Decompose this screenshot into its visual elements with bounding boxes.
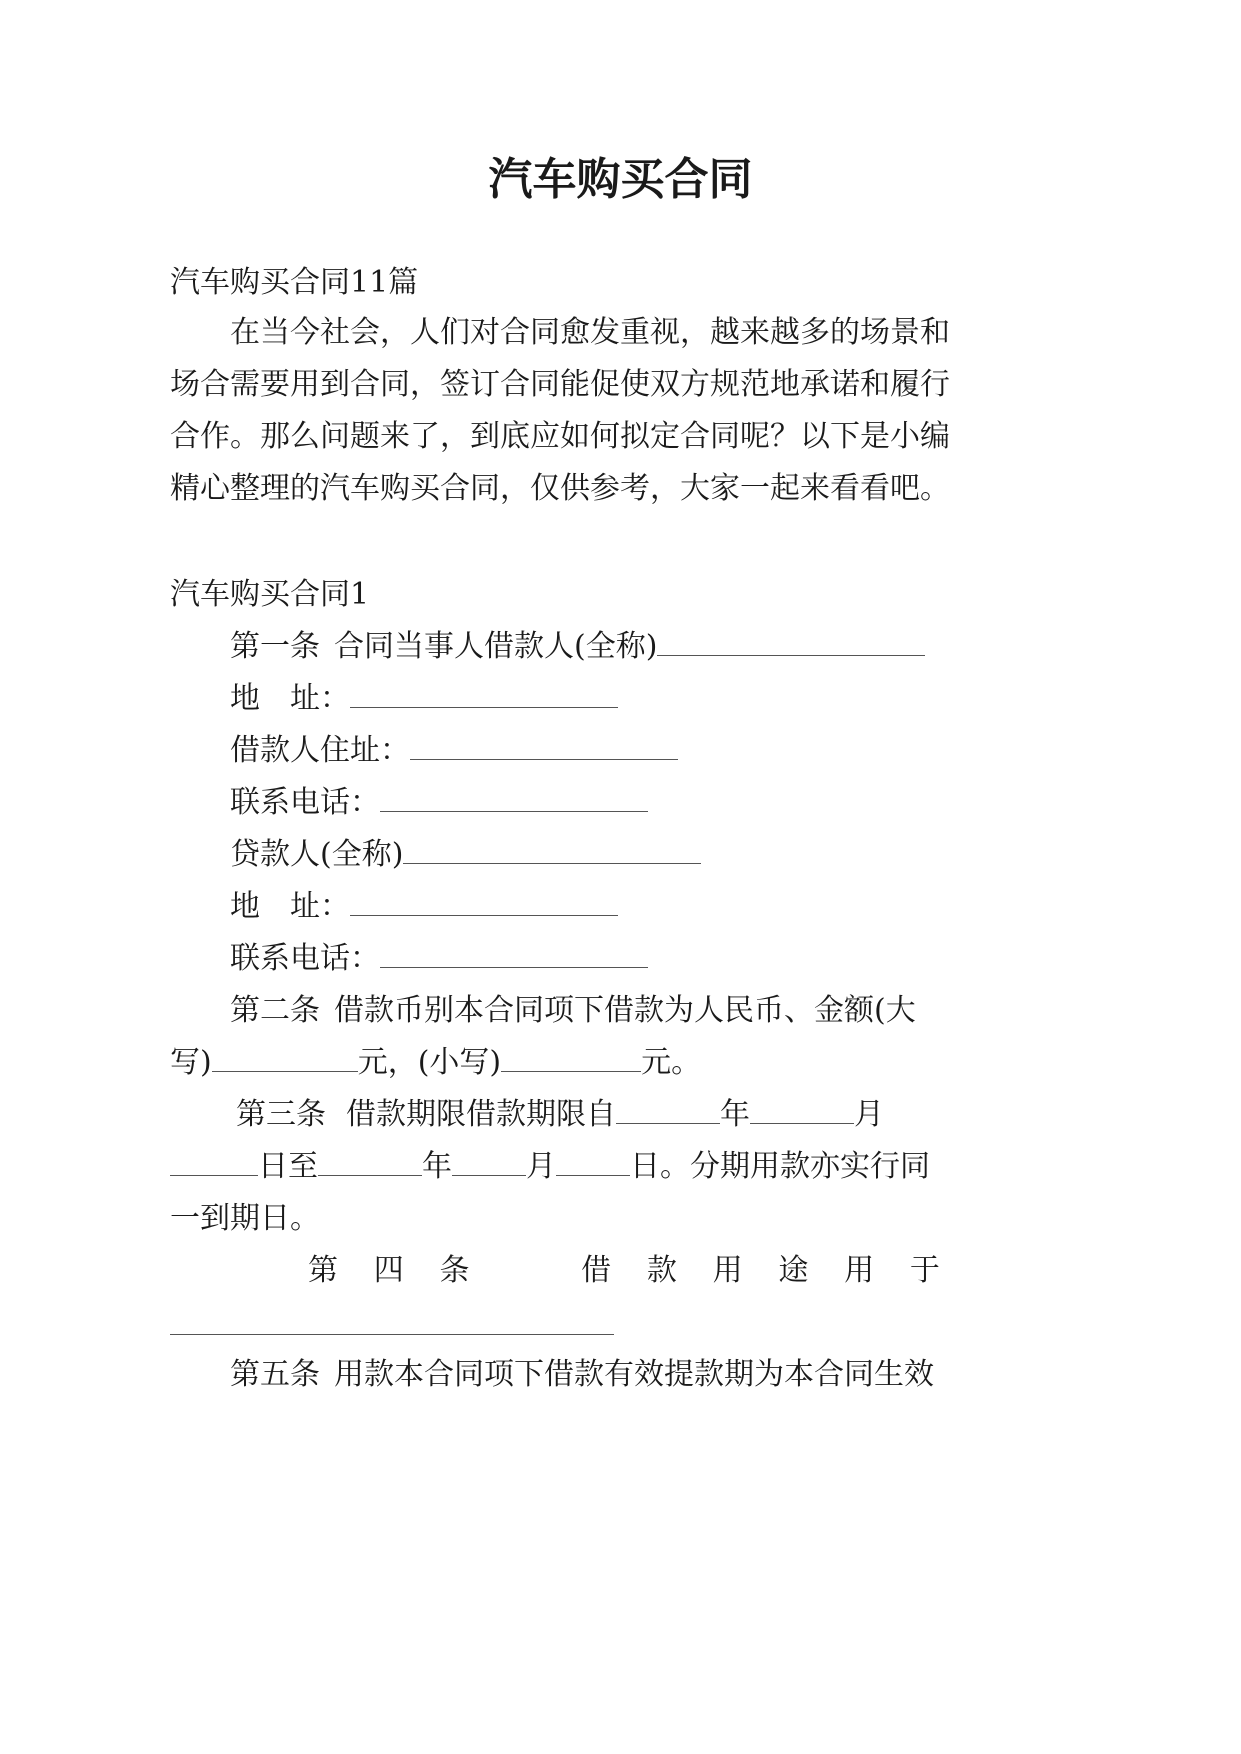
article-3-line-3: 一到期日。 bbox=[170, 1201, 320, 1236]
intro-line-3: 合作。那么问题来了，到底应如何拟定合同呢？以下是小编 bbox=[170, 419, 950, 454]
intro-line-1: 在当今社会，人们对合同愈发重视，越来越多的场景和 bbox=[230, 315, 950, 350]
article-4-char: 途 bbox=[778, 1253, 809, 1288]
article-2-line-1 bbox=[230, 990, 916, 1032]
article-4-char: 用 bbox=[712, 1253, 743, 1288]
article-2-label: 第二条 bbox=[230, 993, 320, 1028]
article-5-line-1 bbox=[230, 1354, 934, 1396]
text-segment: 借款期限借款期限自 bbox=[346, 1097, 616, 1132]
lender-row bbox=[230, 834, 701, 876]
text-segment: 写) bbox=[170, 1045, 212, 1080]
article-2-line-2 bbox=[170, 1042, 701, 1084]
article-4-blank-line bbox=[170, 1334, 614, 1335]
article-4-char: 用 bbox=[844, 1253, 875, 1288]
intro-line-4: 精心整理的汽车购买合同，仅供参考，大家一起来看看吧。 bbox=[170, 471, 950, 506]
lender-label: 贷款人(全称) bbox=[230, 837, 404, 872]
article-2-text: 借款币别本合同项下借款为人民币、金额(大 bbox=[334, 993, 916, 1028]
text-segment: 日。分期用款亦实行同 bbox=[630, 1149, 930, 1184]
text-segment: 月 bbox=[526, 1149, 556, 1184]
page-title: 汽车购买合同 bbox=[488, 154, 753, 205]
blank-line bbox=[657, 627, 925, 656]
lender-phone-row bbox=[230, 938, 648, 980]
article-4-line bbox=[308, 1250, 940, 1292]
article-5-text: 用款本合同项下借款有效提款期为本合同生效 bbox=[334, 1357, 934, 1392]
borrower-residence-label: 借款人住址： bbox=[230, 733, 410, 768]
phone-label: 联系电话： bbox=[230, 785, 380, 820]
address-label: 地 址： bbox=[230, 889, 350, 924]
text-segment: 日至 bbox=[258, 1149, 318, 1184]
subtitle: 汽车购买合同11篇 bbox=[170, 265, 419, 300]
blank-line bbox=[410, 731, 678, 760]
borrower-residence-row bbox=[230, 730, 678, 772]
blank-line bbox=[750, 1095, 854, 1124]
section-title: 汽车购买合同1 bbox=[170, 577, 370, 612]
address-label: 地 址： bbox=[230, 681, 350, 716]
blank-line bbox=[212, 1043, 358, 1072]
article-5-label: 第五条 bbox=[230, 1357, 320, 1392]
phone-label: 联系电话： bbox=[230, 941, 380, 976]
text-segment: 年 bbox=[720, 1097, 750, 1132]
article-1-text: 合同当事人借款人(全称) bbox=[334, 629, 658, 664]
blank-line bbox=[556, 1147, 630, 1176]
article-4-char: 条 bbox=[439, 1253, 470, 1288]
article-3-line-1 bbox=[236, 1094, 884, 1136]
borrower-phone-row bbox=[230, 782, 648, 824]
text-segment: 元。 bbox=[641, 1045, 702, 1080]
article-4-char: 第 bbox=[308, 1253, 338, 1288]
article-3-label: 第三条 bbox=[236, 1097, 326, 1132]
article-4-char: 四 bbox=[373, 1253, 404, 1288]
text-segment: 年 bbox=[422, 1149, 452, 1184]
blank-line bbox=[318, 1147, 422, 1176]
article-4-chars bbox=[308, 1250, 940, 1292]
text-segment: 月 bbox=[854, 1097, 884, 1132]
blank-line bbox=[403, 835, 701, 864]
intro-line-2: 场合需要用到合同，签订合同能促使双方规范地承诺和履行 bbox=[170, 367, 950, 402]
article-4-char: 借 bbox=[581, 1253, 612, 1288]
blank-line bbox=[350, 887, 618, 916]
article-1-label: 第一条 bbox=[230, 629, 320, 664]
blank-line bbox=[350, 679, 618, 708]
blank-line bbox=[170, 1147, 258, 1176]
blank-line bbox=[452, 1147, 526, 1176]
blank-line bbox=[501, 1043, 641, 1072]
blank-line bbox=[616, 1095, 720, 1124]
borrower-address-row bbox=[230, 678, 618, 720]
text-segment: 元，(小写) bbox=[357, 1045, 502, 1080]
lender-address-row bbox=[230, 886, 618, 928]
article-4-char: 于 bbox=[909, 1253, 940, 1288]
article-3-line-2 bbox=[170, 1146, 930, 1188]
blank-line bbox=[380, 783, 648, 812]
article-1 bbox=[230, 626, 925, 668]
article-4-char: 款 bbox=[646, 1253, 677, 1288]
blank-line bbox=[380, 939, 648, 968]
